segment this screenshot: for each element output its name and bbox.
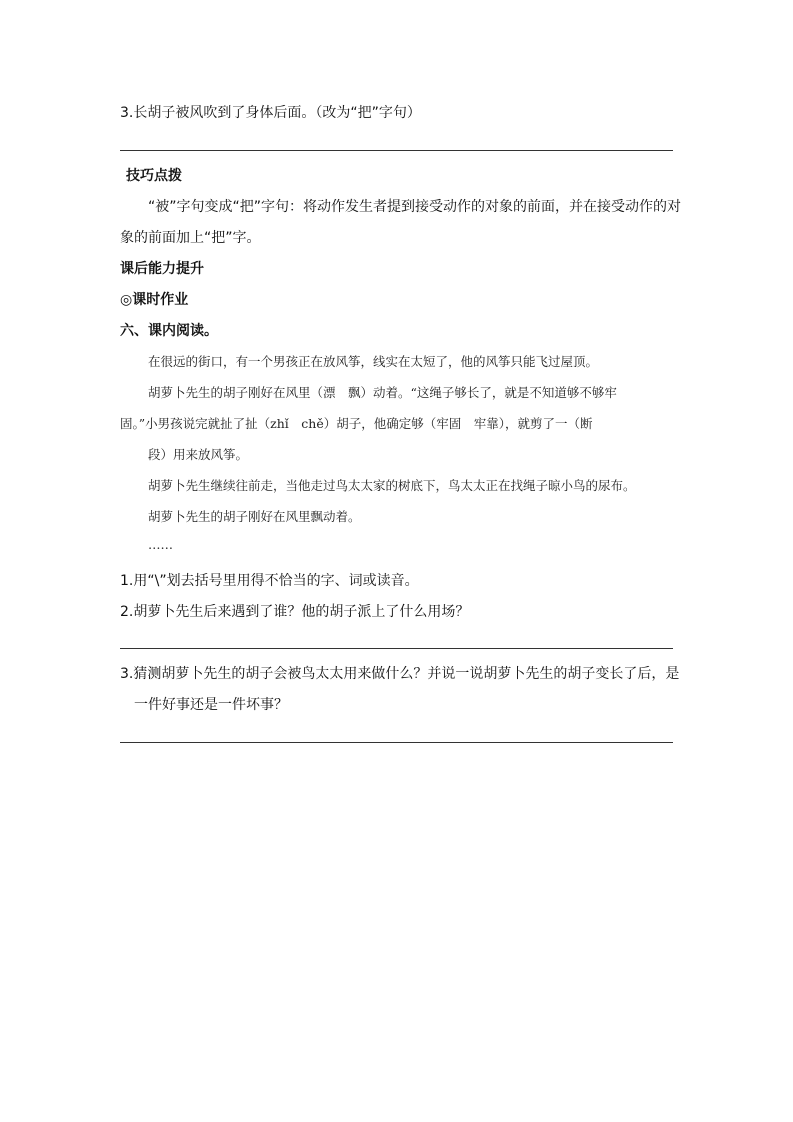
section-title: 课后能力提升 — [120, 261, 204, 277]
tip-text-line-1: “被”字句变成“把”字句：将动作发生者提到接受动作的对象的前面，并在接受动作的对 — [148, 199, 682, 215]
reading-heading: 六、课内阅读。 — [120, 323, 218, 339]
answer-line-2 — [120, 648, 673, 649]
passage-paragraph-1: 在很远的街口，有一个男孩正在放风筝，线实在太短了，他的风筝只能飞过屋顶。 — [148, 354, 599, 369]
passage-paragraph-3: 胡萝卜先生继续往前走，当他走过鸟太太家的树底下，鸟太太正在找绳子晾小鸟的尿布。 — [148, 478, 636, 493]
answer-line-1 — [120, 150, 673, 151]
passage-paragraph-2-line-2: 固。”小男孩说完就扯了扯（zhǐ chě）胡子，他确定够（牢固 牢靠），就剪了一（断 — [120, 416, 593, 431]
passage-paragraph-2-line-1: 胡萝卜先生的胡子刚好在风里（漂 飘）动着。“这绳子够长了，就是不知道够不够牢 — [148, 385, 617, 400]
passage-paragraph-4: 胡萝卜先生的胡子刚好在风里飘动着。 — [148, 509, 361, 524]
tip-title: 技巧点拨 — [126, 168, 182, 184]
passage-paragraph-2-line-3: 段）用来放风筝。 — [148, 447, 249, 462]
question-1: 1.用“\”划去括号里用得不恰当的字、词或读音。 — [120, 573, 419, 589]
answer-line-3 — [120, 742, 673, 743]
question-3-rewrite: 3.长胡子被风吹到了身体后面。（改为“把”字句） — [120, 105, 421, 121]
tip-text-line-2: 象的前面加上“把”字。 — [120, 230, 261, 246]
question-3-line-1: 3.猜测胡萝卜先生的胡子会被鸟太太用来做什么？并说一说胡萝卜先生的胡子变长了后，是 — [120, 666, 680, 682]
question-3-line-2: 一件好事还是一件坏事？ — [134, 697, 288, 713]
passage-ellipsis: …… — [148, 537, 173, 552]
homework-heading: ◎课时作业 — [120, 292, 189, 308]
question-2: 2.胡萝卜先生后来遇到了谁？他的胡子派上了什么用场？ — [120, 604, 470, 620]
